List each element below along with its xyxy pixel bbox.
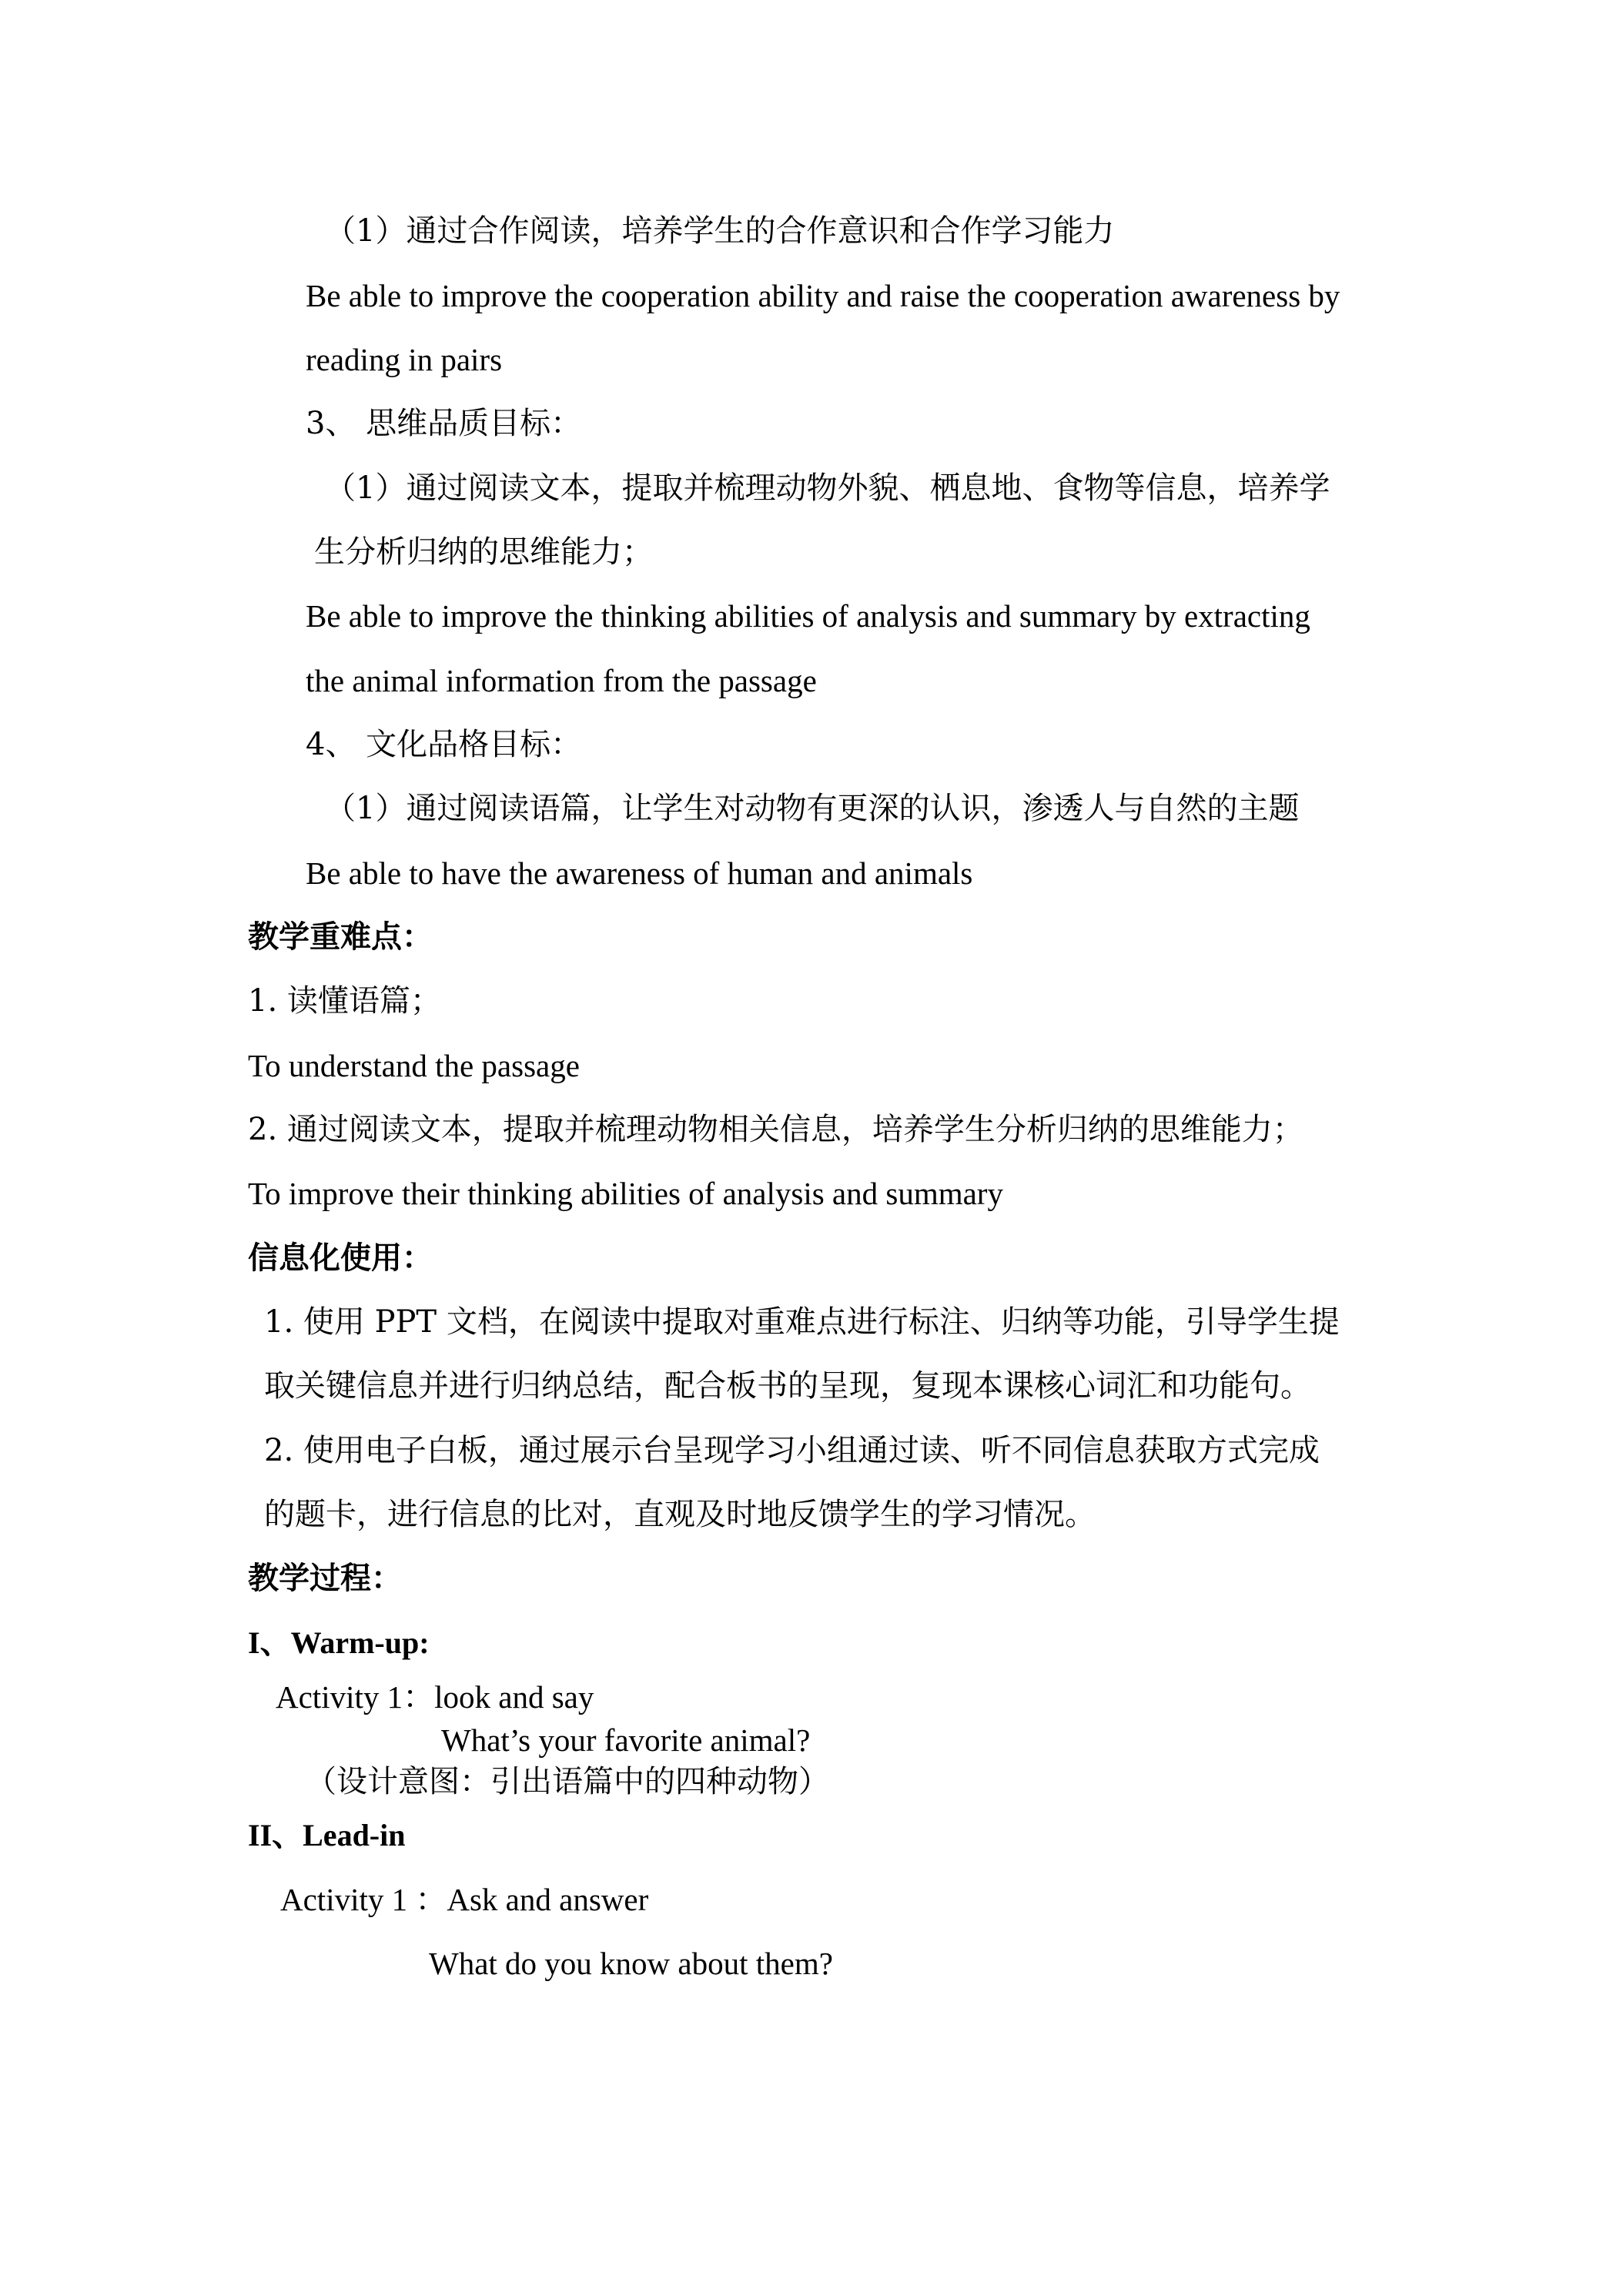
thinking-goal-heading: 3、 思维品质目标： <box>306 406 582 441</box>
key-points-heading: 教学重难点： <box>248 919 433 955</box>
leadin-heading: II、Lead-in <box>248 1818 406 1853</box>
key-point2-en: To improve their thinking abilities of analysis and summary <box>248 1176 1003 1211</box>
leadin-question: What do you know about them? <box>429 1946 833 1981</box>
warmup-heading: I、Warm-up: <box>248 1625 430 1660</box>
warmup-design-note: （设计意图：引出语篇中的四种动物） <box>306 1764 829 1799</box>
key-point2-cn: 2. 通过阅读文本，提取并梳理动物相关信息，培养学生分析归纳的思维能力； <box>248 1112 1303 1147</box>
culture-goal-item1-en: Be able to have the awareness of human and animals <box>306 855 973 891</box>
thinking-goal-item1-en-line2: the animal information from the passage <box>306 663 817 698</box>
social-goal-item1-en-line1: Be able to improve the cooperation ability and raise the cooperation awareness by <box>306 278 1340 313</box>
it-use-heading: 信息化使用： <box>248 1240 433 1276</box>
social-goal-item1-cn: （1）通过合作阅读，培养学生的合作意识和合作学习能力 <box>325 213 1115 249</box>
warmup-question: What’s your favorite animal? <box>441 1722 811 1758</box>
it-use1-line2: 取关键信息并进行归纳总结，配合板书的呈现，复现本课核心词汇和功能句。 <box>264 1368 1311 1404</box>
it-use2-line2: 的题卡，进行信息的比对，直观及时地反馈学生的学习情况。 <box>264 1497 1096 1532</box>
leadin-activity1: Activity 1 ：Ask and answer <box>280 1882 649 1917</box>
key-point1-cn: 1. 读懂语篇； <box>248 983 441 1019</box>
key-point1-en: To understand the passage <box>248 1048 580 1083</box>
culture-goal-heading: 4、 文化品格目标： <box>306 727 582 762</box>
it-use1-line1: 1. 使用 PPT 文档，在阅读中提取对重难点进行标注、归纳等功能，引导学生提 <box>264 1304 1340 1340</box>
warmup-activity1: Activity 1：look and say <box>276 1679 594 1715</box>
thinking-goal-item1-cn-line1: （1）通过阅读文本，提取并梳理动物外貌、栖息地、食物等信息，培养学 <box>325 470 1330 506</box>
process-heading: 教学过程： <box>248 1560 402 1596</box>
thinking-goal-item1-en-line1: Be able to improve the thinking abilities of analysis and summary by extracting <box>306 598 1310 634</box>
it-use2-line1: 2. 使用电子白板，通过展示台呈现学习小组通过读、听不同信息获取方式完成 <box>264 1433 1320 1468</box>
culture-goal-item1-cn: （1）通过阅读语篇，让学生对动物有更深的认识，渗透人与自然的主题 <box>325 791 1300 826</box>
social-goal-item1-en-line2: reading in pairs <box>306 342 503 377</box>
thinking-goal-item1-cn-line2: 生分析归纳的思维能力； <box>314 534 653 570</box>
